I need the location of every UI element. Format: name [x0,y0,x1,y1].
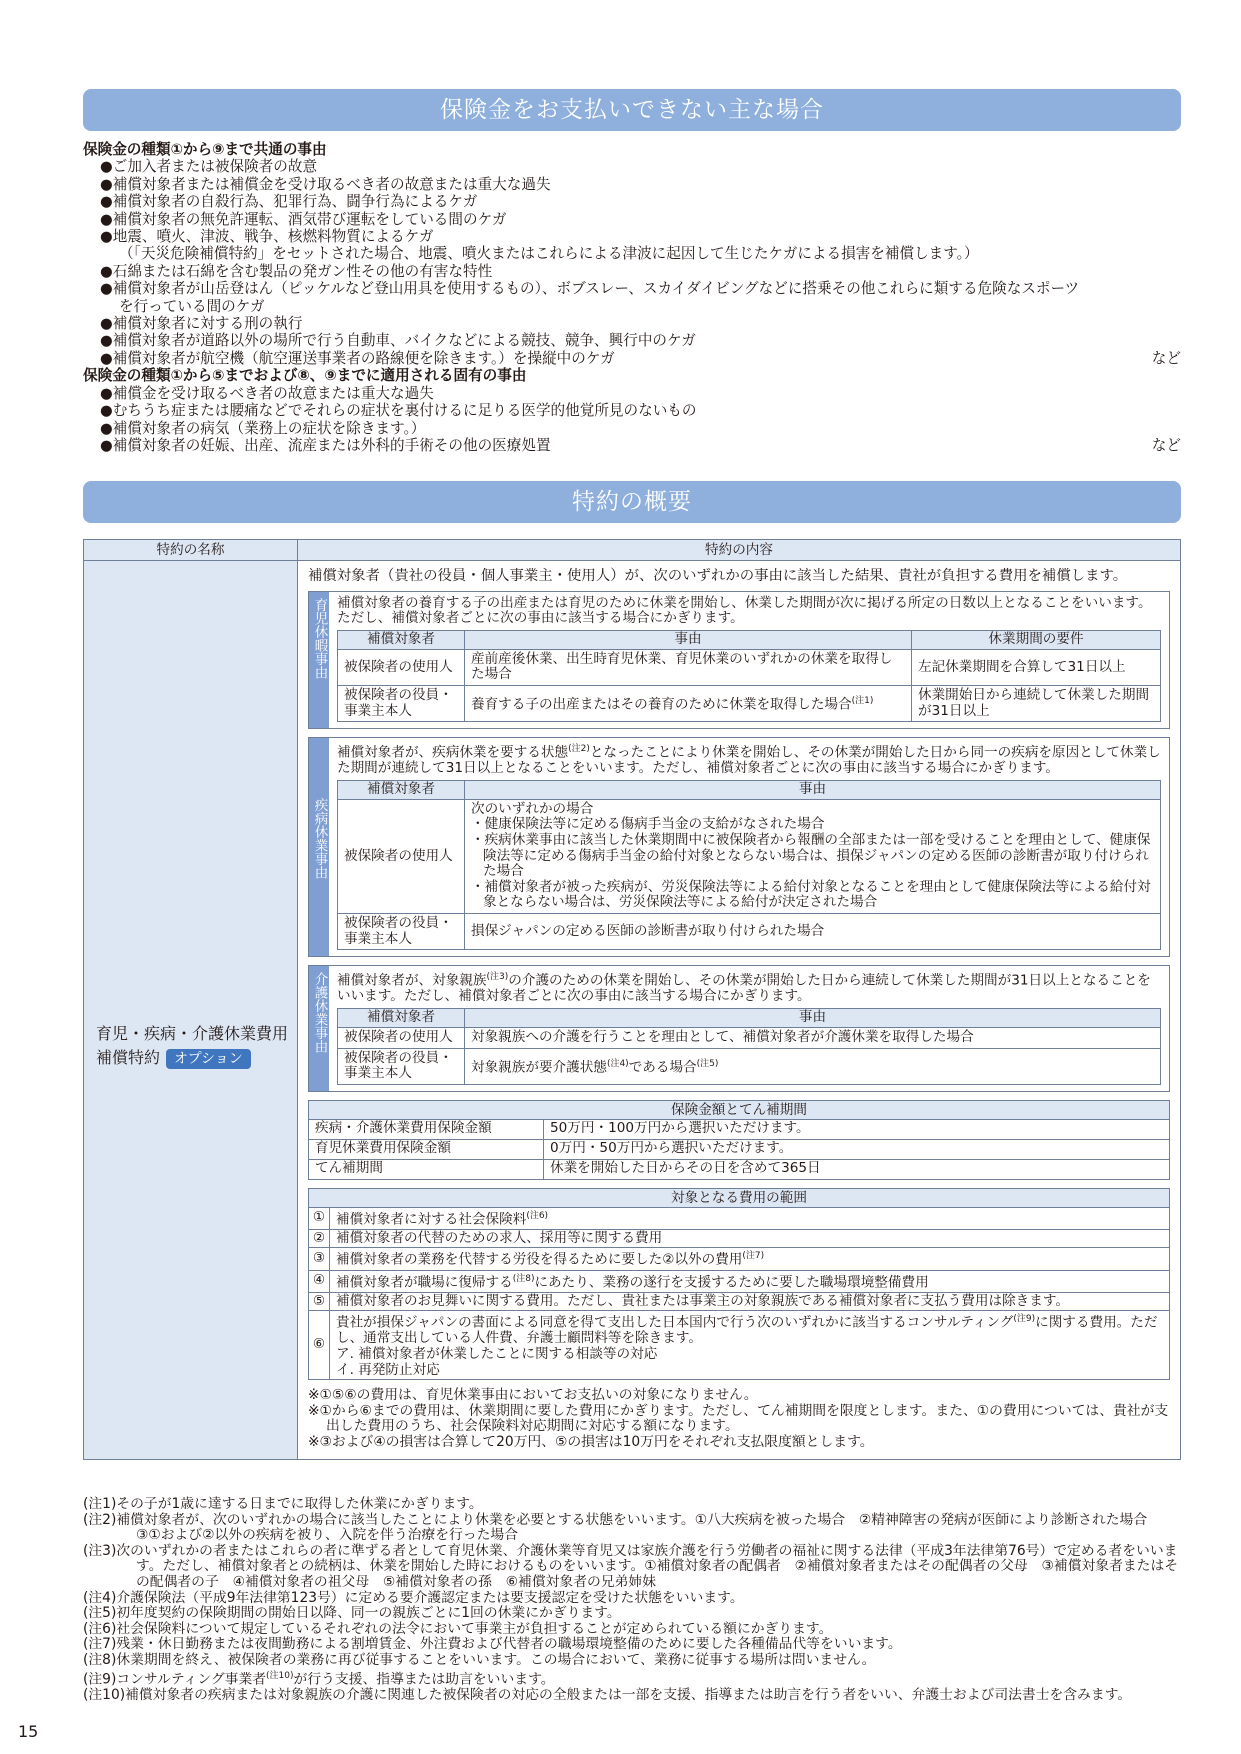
table-row [338,1048,1161,1084]
list-item: ●補償対象者が航空機（航空運送事業者の路線便を除きます。）を操縦中のケガ [100,349,615,367]
text-part: 貴社が損保ジャパンの書面による同意を得て支出した日本国内で行う次のいずれかに該当するコンサルティング [336,1314,1014,1331]
th-insured: 補償対象者 [338,630,465,649]
footnote: (注2)補償対象者が、次のいずれかの場合に該当したことにより休業を必要とする状態をいいます。①八大疾病を被った場合 ②精神障害の発病が医師により診断された場合 ③①および②以外の疾病を被り、入院を伴う治療を行った場合 [83,1511,1161,1544]
text-part: 対象親族が要介護状態 [471,1059,607,1076]
rider-intro: 補償対象者（貴社の役員・個人事業主・使用人）が、次のいずれかの事由に該当した結果、貴社が負担する費用を補償します。 [308,568,1128,584]
list-item: ●補償対象者が山岳登はん（ピッケルなど登山用具を使用するもの）、ボブスレー、スカイダイビングなどに搭乗その他これらに類する危険なスポーツ [100,280,1080,298]
etc-label: など [1151,436,1181,454]
footnote: (注3)次のいずれかの者またはこれらの者に準ずる者として育児休業、介護休業等育児又は家族介護を行う労働者の福祉に関する法律（平成3年法律第76号）で定める者をいいます。ただし、補償対象者との続柄は、休業を開始した時におけるものをいいます。①補償対象者の配偶者 ②補償対象者またはその配偶者の父母 ③補償対象者またはその配偶者の子 ④補償対象者の祖父母 ⑤補償対象者の孫 ⑥補償対象者の兄弟姉妹 [83,1542,1179,1590]
childcare-block [308,591,1170,730]
table-row [309,1270,1169,1292]
row-number: ① [309,1208,330,1230]
note-ref: (注6) [526,1210,549,1221]
specific-reasons-header: 保険金の種類①から⑤までおよび⑧、⑨までに適用される固有の事由 [83,367,527,385]
cell-line: ・補償対象者が被った疾病が、労災保険法等による給付対象となることを理由として健康保険法等による給付対象とならない場合は、労災保険法等による給付が決定された場合 [471,878,1151,911]
rider-content-cell [298,561,1180,1459]
note-ref: (注4) [606,1058,629,1069]
nursing-block [308,965,1170,1092]
costs-table [308,1188,1170,1380]
footnote: (注8)休業期間を終え、被保険者の業務に再び従事することをいいます。この場合において、業務に従事する場所は問いません。 [83,1651,876,1668]
rider-name-cell [84,561,298,1459]
table-cell: 被保険者の役員・事業主本人 [338,1048,465,1084]
cell-line: イ. 再発防止対応 [336,1361,440,1378]
table-row [309,1208,1169,1230]
table-cell: 休業を開始した日からその日を含めて365日 [550,1160,821,1177]
note-line: ※①⑤⑥の費用は、育児休業事由においてお支払いの対象になりません。 [308,1387,758,1404]
banner-rider-overview: 特約の概要 [83,481,1181,523]
illness-label: 疾病休業事由 [309,738,329,956]
footnote: (注6)社会保険料について規定しているそれぞれの法令において事業主が負担することが定められている額にかぎります。 [83,1620,833,1637]
cell-line: ア. 補償対象者が休業したことに関する相談等の対応 [336,1346,658,1362]
list-item: ●補償対象者の病気（業務上の症状を除きます。） [100,419,426,437]
table-cell: 対象親族への介護を行うことを理由として、補償対象者が介護休業を取得した場合 [465,1027,1161,1048]
option-badge: オプション [166,1049,251,1069]
footnote: (注10)補償対象者の疾病または対象親族の介護に関連した被保険者の対応の全般または一部を支援、指導または助言を行う者をいい、弁護士および司法書士を含みます。 [83,1686,1132,1703]
cell-line: ・健康保険法等に定める傷病手当金の支給がなされた場合 [471,816,825,833]
text-part: にあたり、業務の遂行を支援するために要した職場環境整備費用 [534,1274,929,1291]
list-item: ●むちうち症または腰痛などでそれらの症状を裏付けるに足りる医学的他覚所見のないもの [100,402,697,420]
table-cell: 50万円・100万円から選択いただけます。 [544,1120,1170,1140]
row-number: ⑥ [309,1311,330,1379]
footnote [83,1669,1181,1688]
rider-overview-table [83,539,1181,1460]
row-number: ⑤ [309,1292,330,1311]
childcare-table [337,630,1161,722]
table-row [309,1159,1169,1179]
list-item-continuation: を行っている間のケガ [119,297,265,315]
costs-title: 対象となる費用の範囲 [309,1189,1169,1208]
row-number: ③ [309,1248,330,1270]
text-part: となったことにより休業を開始し、その休業が開始した日から同一の疾病を原因として休業した期間が連続して31日以上となることをいいます。ただし、補償対象者ごとに次の事由に該当する場合にかぎります。 [337,744,1161,777]
list-item: ●補償対象者の自殺行為、犯罪行為、闘争行為によるケガ [100,193,478,211]
text-part: の介護のための休業を開始し、その休業が開始した日から連続して休業した期間が31日以上となることをいいます。ただし、補償対象者ごとに次の事由に該当する場合にかぎります。 [337,972,1151,1005]
table-cell [465,799,1161,913]
text-part: 補償対象者が、対象親族 [337,972,487,989]
list-item: ●補償対象者または補償金を受け取るべき者の故意または重大な過失 [100,175,551,193]
table-cell: 産前産後休業、出生時育児休業、育児休業のいずれかの休業を取得した場合 [465,649,912,685]
rider-name-line2: 補償特約 [96,1048,161,1067]
banner-exclusions: 保険金をお支払いできない主な場合 [83,89,1181,131]
row-number: ④ [309,1270,330,1292]
table-cell [330,1270,1170,1292]
note-ref: (注3) [486,972,509,983]
col-rider-name: 特約の名称 [84,540,298,560]
cell-line: 次のいずれかの場合 [471,800,594,817]
th-insured: 補償対象者 [338,1008,465,1027]
table-row [309,1120,1169,1140]
exclusions-section [83,141,1181,454]
table-cell: 補償対象者の代替のための求人、採用等に関する費用 [330,1229,1170,1248]
table-cell: 疾病・介護休業費用保険金額 [309,1120,544,1140]
table-cell: 休業開始日から連続して休業した期間が31日以上 [912,685,1161,721]
table-cell: 被保険者の役員・事業主本人 [338,685,465,721]
text-part: に関する費用。ただし、通常支出している人件費、弁護士顧問料等を除きます。 [336,1314,1158,1347]
footnote: (注4)介護保険法（平成9年法律第123号）に定める要介護認定または要支援認定を受けた状態をいいます。 [83,1589,744,1606]
text-part: が行う支援、指導または助言をいいます。 [293,1671,555,1688]
page-number: 15 [18,1722,39,1741]
nursing-table [337,1008,1161,1085]
list-item: ●石綿または石綿を含む製品の発ガン性その他の有害な特性 [100,262,493,280]
text-part: である場合 [628,1059,697,1076]
note-ref: (注8) [512,1273,535,1284]
text-part: 補償対象者の業務を代替する労役を得るために要した②以外の費用 [336,1251,743,1268]
list-item: ●補償金を受け取るべき者の故意または重大な過失 [100,384,434,402]
table-row [309,1229,1169,1248]
note-ref: (注2) [568,744,590,755]
rider-name-line1: 育児・疾病・介護休業費用 [96,1024,289,1043]
etc-label: など [1151,349,1181,367]
th-reason: 事由 [465,1008,1161,1027]
footnote: (注7)残業・休日勤務または夜間勤務による割増賃金、外注費および代替者の職場環境整備のために要した各種備品代等をいいます。 [83,1636,902,1653]
table-cell: てん補期間 [309,1159,544,1179]
inner-notes [308,1388,1170,1450]
list-item: ●補償対象者に対する刑の執行 [100,315,303,333]
nursing-text [337,970,1161,1005]
text-part: (注9)コンサルティング事業者 [83,1671,267,1688]
text-part: 補償対象者が職場に復帰する [336,1274,513,1291]
table-cell: 被保険者の役員・事業主本人 [338,914,465,950]
text-part: 補償対象者に対する社会保険料 [336,1211,527,1228]
table-row [338,799,1161,913]
table-row [309,1248,1169,1270]
childcare-text: 補償対象者の養育する子の出産または育児のために休業を開始し、休業した期間が次に掲げる所定の日数以上となることをいいます。ただし、補償対象者ごとに次の事由に該当する場合にかぎります。 [337,594,1152,627]
footnote: (注5)初年度契約の保険期間の開始日以降、同一の親族ごとに1回の休業にかぎります。 [83,1605,621,1622]
table-cell: 補償対象者のお見舞いに関する費用。ただし、貴社または事業主の対象親族である補償対象者に支払う費用は除きます。 [330,1292,1170,1311]
th-period: 休業期間の要件 [912,630,1161,649]
footnotes [83,1497,1181,1703]
rider-name [96,1022,288,1070]
list-item: ●ご加入者または被保険者の故意 [100,158,318,176]
list-item: ●補償対象者の無免許運転、酒気帯び運転をしている間のケガ [100,210,507,228]
table-cell [465,1048,1161,1084]
common-reasons-header: 保険金の種類①から⑨まで共通の事由 [83,141,327,158]
table-row [309,1311,1169,1379]
list-item-continuation: （「天災危険補償特約」をセットされた場合、地震、噴火またはこれらによる津波に起因して生じたケガによる損害を補償します。） [119,245,979,263]
table-cell: 左記休業期間を合算して31日以上 [912,649,1161,685]
table-cell: 被保険者の使用人 [338,649,465,685]
amount-table [308,1100,1170,1180]
table-cell [330,1248,1170,1270]
table-row [309,1139,1169,1159]
table-cell [330,1208,1170,1230]
note-ref: (注10) [266,1670,294,1681]
illness-table [337,780,1161,950]
table-cell: 損保ジャパンの定める医師の診断書が取り付けられた場合 [465,914,1161,950]
nursing-label: 介護休業事由 [309,966,329,1091]
list-item: ●地震、噴火、津波、戦争、核燃料物質によるケガ [100,228,434,246]
note-ref: (注1) [851,696,874,706]
table-row [338,649,1161,685]
illness-block [308,737,1170,957]
cell-text: 養育する子の出産またはその養育のために休業を取得した場合 [471,696,852,713]
amount-title: 保険金額とてん補期間 [309,1101,1169,1120]
table-row [338,685,1161,721]
list-item: ●補償対象者の妊娠、出産、流産または外科的手術その他の医療処置 [100,436,551,454]
table-row [338,1027,1161,1048]
th-reason: 事由 [465,780,1161,799]
table-cell: 被保険者の使用人 [338,799,465,913]
illness-text [337,742,1161,777]
table-cell: 育児休業費用保険金額 [309,1139,544,1159]
childcare-label: 育児休暇事由 [309,592,329,729]
table-row [84,561,1180,1459]
list-item: ●補償対象者が道路以外の場所で行う自動車、バイクなどによる競技、競争、興行中のケガ [100,332,696,350]
table-cell [465,685,912,721]
table-row [338,914,1161,950]
table-cell: 被保険者の使用人 [338,1027,465,1048]
footnote: (注1)その子が1歳に達する日までに取得した休業にかぎります。 [83,1496,483,1512]
note-line: ※①から⑥までの費用は、休業期間に要した費用にかぎります。ただし、てん補期間を限度とします。また、①の費用については、貴社が支出した費用のうち、社会保険料対応期間に対応する額になります。 [308,1402,1169,1435]
note-ref: (注7) [742,1251,765,1262]
table-cell: 0万円・50万円から選択いただけます。 [544,1139,1170,1159]
th-insured: 補償対象者 [338,780,465,799]
table-cell [330,1311,1170,1379]
note-ref: (注5) [696,1058,719,1069]
table-header [84,540,1180,561]
cell-line: ・疾病休業事由に該当した休業期間中に被保険者から報酬の全部または一部を受けることを理由として、健康保険法等に定める傷病手当金の給付対象とならない場合は、損保ジャパンの定める医師の診断書が取り付けられた場合 [471,832,1151,880]
note-ref: (注9) [1013,1314,1036,1325]
note-line: ※③および④の損害は合算して20万円、⑤の損害は10万円をそれぞれ支払限度額とします。 [308,1433,874,1450]
table-row [309,1292,1169,1311]
th-reason: 事由 [465,630,912,649]
row-number: ② [309,1229,330,1248]
text-part: 補償対象者が、疾病休業を要する状態 [337,744,569,761]
col-rider-content: 特約の内容 [705,542,773,558]
